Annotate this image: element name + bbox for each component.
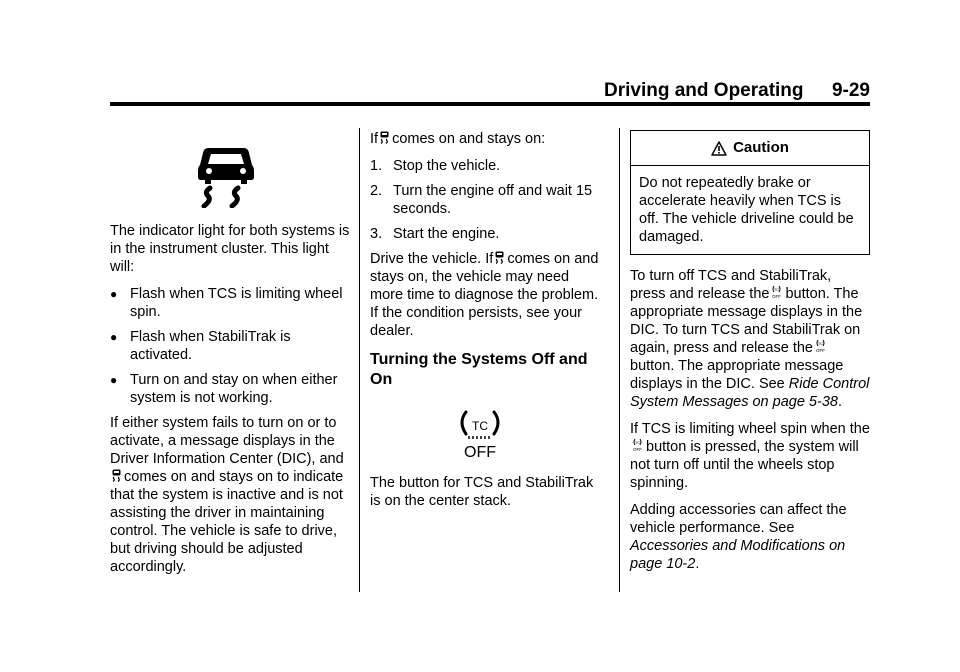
list-item: 1. Stop the vehicle.: [370, 158, 501, 174]
list-item: ● Flash when StabiliTrak is activated.: [110, 329, 291, 363]
caution-box: [630, 130, 870, 255]
svg-text:TC: TC: [817, 341, 824, 346]
list-item: 3. Start the engine.: [370, 226, 500, 242]
if-light-paragraph: If comes on and stays on:: [370, 131, 546, 147]
column-3: [630, 130, 870, 582]
caution-title: Caution: [733, 139, 789, 156]
tc-off-button-icon: [632, 438, 643, 452]
svg-text:OFF: OFF: [772, 294, 782, 299]
indicator-intro: The indicator light for both systems is in the instrument cluster. This light will:: [110, 223, 350, 275]
traction-skid-icon: [196, 144, 256, 208]
section-title: Driving and Operating: [604, 80, 804, 101]
bullet-icon: ●: [110, 373, 118, 387]
bullet-icon: ●: [110, 330, 118, 344]
wheel-spin-paragraph: If TCS is limiting wheel spin when the TC OFF button is pressed, the system will not turn off until the wheels stop spinning.: [630, 421, 870, 491]
header-rule: [110, 102, 870, 106]
tc-off-button-icon: [452, 408, 508, 460]
list-item: ● Flash when TCS is limiting wheel spin.: [110, 286, 343, 320]
column-1: [110, 130, 350, 585]
traction-skid-icon: [380, 131, 389, 144]
warning-triangle-icon: [711, 141, 727, 156]
traction-skid-icon: [495, 251, 504, 264]
list-item: 2. Turn the engine off and wait 15 seconds.: [370, 183, 593, 217]
caution-header: [631, 131, 869, 166]
svg-text:TC: TC: [774, 287, 780, 292]
turn-off-paragraph: To turn off TCS and StabiliTrak, press and release the TC OFF button. The appropriate message displays in the DIC. To turn TCS and StabiliTrak on again, press and release the TC OFF button. The appropriate message displays in the DIC. See Ride Control System Messages on page 5-38.: [630, 268, 870, 410]
failure-paragraph: If either system fails to turn on or to activate, a message displays in the Driver Information Center (DIC), and comes on and stays on to indicate that the system is inactive and is not assisting the driver in maintaining control. The vehicle is safe to drive, but driving should be adjusted accordingly.: [110, 415, 344, 575]
tc-off-button-icon: [771, 285, 782, 299]
tc-icon-label: TC: [472, 419, 488, 433]
cross-reference-link[interactable]: Accessories and Modifications on page 10-2: [630, 538, 846, 572]
off-icon-label: OFF: [464, 444, 496, 460]
svg-text:OFF: OFF: [816, 348, 825, 353]
button-location-paragraph: The button for TCS and StabiliTrak is on the center stack.: [370, 475, 594, 509]
section-subheading: Turning the Systems Off and On: [370, 351, 588, 388]
tc-off-button-icon: [815, 339, 826, 353]
column-2: [370, 130, 606, 519]
traction-skid-icon: [112, 469, 121, 482]
cross-reference-link[interactable]: Ride Control System Messages on page 5-38: [630, 376, 870, 410]
page-number: 9-29: [831, 80, 870, 101]
caution-text: Do not repeatedly brake or accelerate heavily when TCS is off. The vehicle driveline could be damaged.: [639, 175, 854, 245]
svg-text:TC: TC: [634, 440, 641, 445]
accessories-paragraph: Adding accessories can affect the vehicle performance. See Accessories and Modifications on page 10-2.: [630, 502, 847, 572]
column-divider: [619, 128, 620, 592]
list-item: ● Turn on and stay on when either system is not working.: [110, 372, 338, 406]
drive-paragraph: Drive the vehicle. If comes on and stays on, the vehicle may need more time to diagnose the problem. If the condition persists, see your dealer.: [370, 251, 599, 339]
column-divider: [359, 128, 360, 592]
bullet-icon: ●: [110, 287, 118, 301]
svg-text:OFF: OFF: [633, 447, 642, 452]
